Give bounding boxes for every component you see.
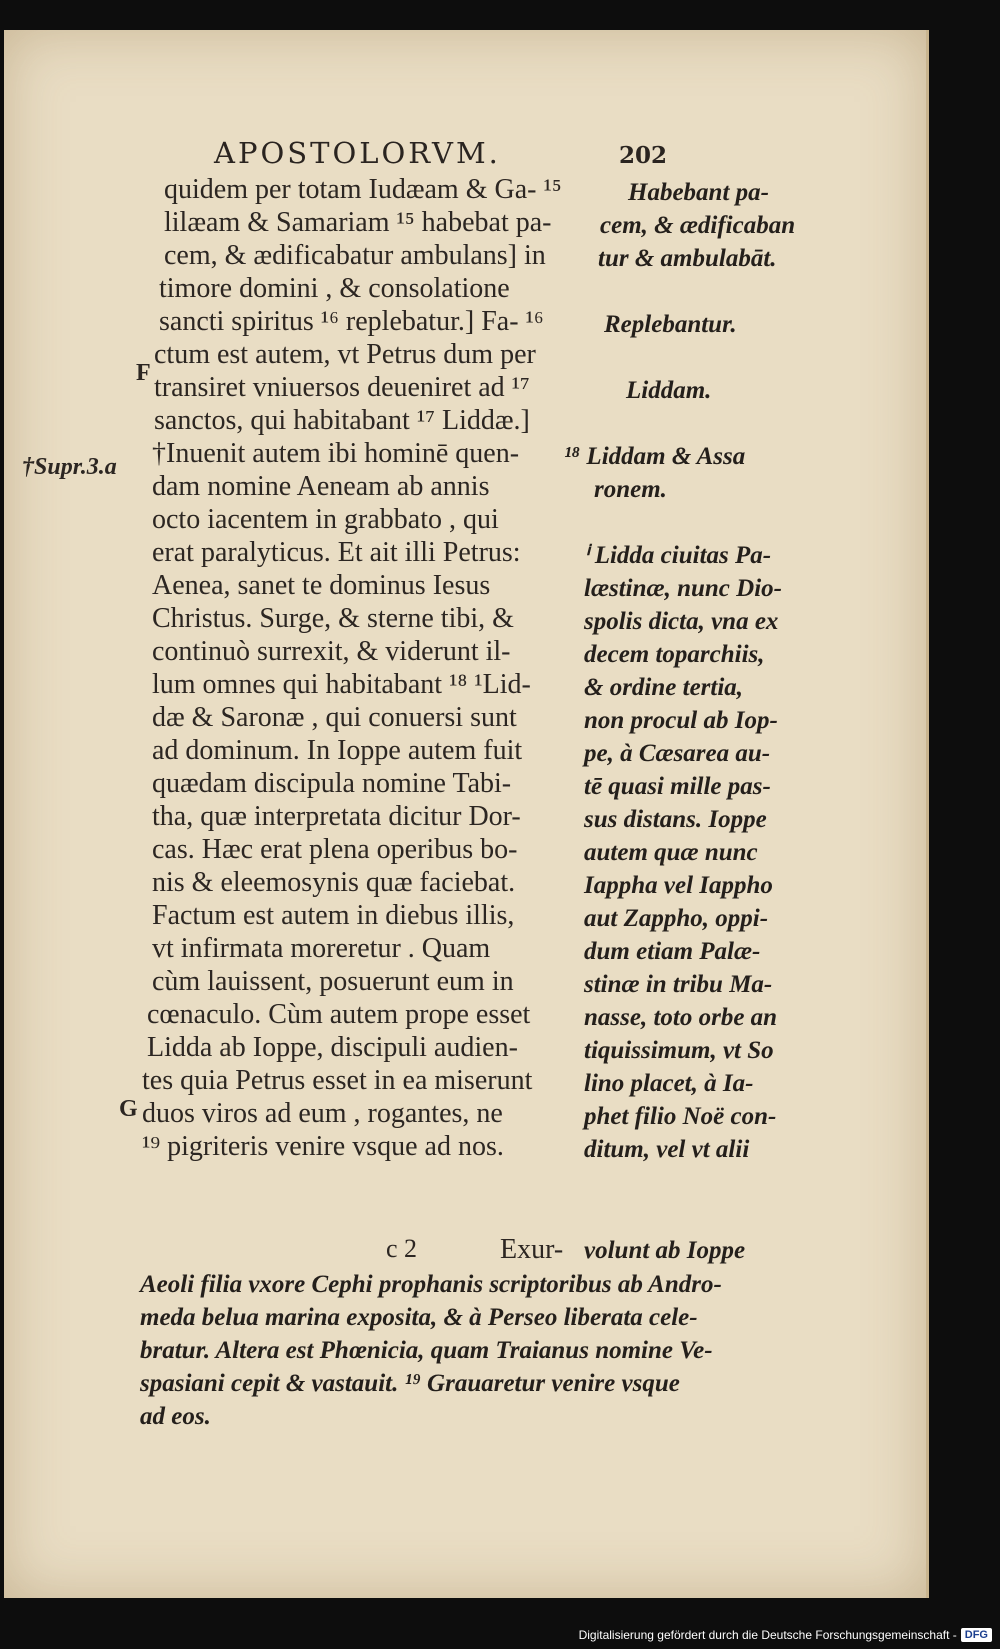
main-text-line: dam nomine Aeneam ab annis: [152, 471, 490, 502]
main-text-line: cem, & ædificabatur ambulans] in: [164, 240, 546, 271]
margin-note-line: sus distans. Ioppe: [584, 806, 767, 833]
main-text-line: continuò surrexit, & viderunt il-: [152, 636, 511, 667]
margin-note-line: lino placet, à Ia-: [584, 1070, 754, 1097]
main-text-line: ctum est autem, vt Petrus dum per: [154, 339, 536, 370]
main-text-line: ¹⁹ pigriteris venire vsque ad nos.: [142, 1131, 504, 1162]
margin-note-line: ronem.: [594, 476, 667, 503]
main-text-line: Aenea, sanet te dominus Iesus: [152, 570, 491, 601]
margin-note-line: ⁱ Lidda ciuitas Pa-: [584, 542, 772, 569]
margin-note-line: phet filio Noë con-: [584, 1103, 777, 1130]
margin-note-line: tiquissimum, vt So: [584, 1037, 774, 1064]
main-text-line: vt infirmata moreretur . Quam: [152, 933, 491, 964]
margin-note-line: dum etiam Palæ-: [584, 938, 761, 965]
main-text-line: ad dominum. In Ioppe autem fuit: [152, 735, 523, 766]
book-page: [4, 30, 929, 1598]
main-text-line: Christus. Surge, & sterne tibi, &: [152, 603, 514, 634]
main-text-line: timore domini , & consolatione: [159, 273, 510, 304]
footer-note-line: bratur. Altera est Phœnicia, quam Traianus nomine Ve-: [140, 1337, 713, 1364]
funding-credit: [579, 1625, 992, 1645]
main-text-line: tha, quæ interpretata dicitur Dor-: [152, 801, 521, 832]
main-text-line: dæ & Saronæ , qui conuersi sunt: [152, 702, 517, 733]
margin-note-line: tur & ambulabāt.: [598, 245, 777, 272]
margin-note-line: Liddam.: [626, 377, 712, 404]
funding-credit-text: Digitalisierung gefördert durch die Deutsche Forschungsgemeinschaft -: [578, 1628, 957, 1642]
main-text-line: octo iacentem in grabbato , qui: [152, 504, 499, 535]
page-number: 202: [619, 142, 668, 169]
margin-note-line: ditum, vel vt alii: [584, 1136, 750, 1163]
main-text-line: tes quia Petrus esset in ea miserunt: [142, 1065, 533, 1096]
main-text-line: quædam discipula nomine Tabi-: [152, 768, 512, 799]
margin-note-line: stinæ in tribu Ma-: [584, 971, 773, 998]
margin-note-line: læstinæ, nunc Dio-: [584, 575, 782, 602]
footer-note-line: Aeoli filia vxore Cephi prophanis scriptoribus ab Andro-: [140, 1271, 722, 1298]
margin-note-line: spolis dicta, vna ex: [584, 608, 779, 635]
margin-note-line: Replebantur.: [604, 311, 737, 338]
margin-note-line: cem, & ædificaban: [600, 212, 796, 239]
main-text-line: erat paralyticus. Et ait illi Petrus:: [152, 537, 521, 568]
margin-note-line: & ordine tertia,: [584, 674, 744, 701]
main-text-line: Lidda ab Ioppe, discipuli audien-: [147, 1032, 518, 1063]
main-text-line: lilæam & Samariam ¹⁵ habebat pa-: [164, 207, 552, 238]
main-text-line: duos viros ad eum , rogantes, ne: [142, 1098, 503, 1129]
margin-letter-g: G: [119, 1096, 138, 1122]
margin-note-line: aut Zappho, oppi-: [584, 905, 769, 932]
margin-note-line: pe, à Cæsarea au-: [584, 740, 771, 767]
main-text-line: quidem per totam Iudæam & Ga- ¹⁵: [164, 174, 562, 205]
signature-mark: c 2: [386, 1234, 418, 1263]
margin-note-line: volunt ab Ioppe: [584, 1237, 746, 1264]
main-text-line: cœnaculo. Cùm autem prope esset: [147, 999, 531, 1030]
running-head: APOSTOLORVM.: [214, 136, 501, 170]
margin-note-line: non procul ab Iop-: [584, 707, 778, 734]
margin-note-line: decem toparchiis,: [584, 641, 765, 668]
main-text-line: lum omnes qui habitabant ¹⁸ ¹Lid-: [152, 669, 531, 700]
margin-note-line: ¹⁸ Liddam & Assa: [564, 443, 746, 470]
catchword: Exur-: [500, 1234, 564, 1265]
footer-note-line: spasiani cepit & vastauit. ¹⁹ Grauaretur venire vsque: [140, 1370, 680, 1397]
margin-note-line: autem quæ nunc: [584, 839, 758, 866]
dfg-logo: DFG: [961, 1628, 992, 1642]
main-text-line: cas. Hæc erat plena operibus bo-: [152, 834, 518, 865]
margin-note-line: nasse, toto orbe an: [584, 1004, 778, 1031]
main-text-line: sanctos, qui habitabant ¹⁷ Liddæ.]: [154, 405, 530, 436]
main-text-line: cùm lauissent, posuerunt eum in: [152, 966, 514, 997]
margin-note-line: Iappha vel Iappho: [584, 872, 773, 899]
main-text-line: transiret vniuersos deueniret ad ¹⁷: [154, 372, 530, 403]
margin-note-line: tē quasi mille pas-: [584, 773, 771, 800]
margin-letter-f: F: [136, 360, 151, 386]
footer-note-line: meda belua marina exposita, & à Perseo liberata cele-: [140, 1304, 698, 1331]
footer-note-line: ad eos.: [140, 1403, 211, 1430]
main-text-line: nis & eleemosynis quæ faciebat.: [152, 867, 516, 898]
margin-note-line: Habebant pa-: [628, 179, 769, 206]
main-text-line: Factum est autem in diebus illis,: [152, 900, 515, 931]
cross-reference: †Supr.3.a: [22, 454, 117, 480]
main-text-line: †Inuenit autem ibi hominē quen-: [152, 438, 520, 469]
main-text-line: sancti spiritus ¹⁶ replebatur.] Fa- ¹⁶: [159, 306, 544, 337]
